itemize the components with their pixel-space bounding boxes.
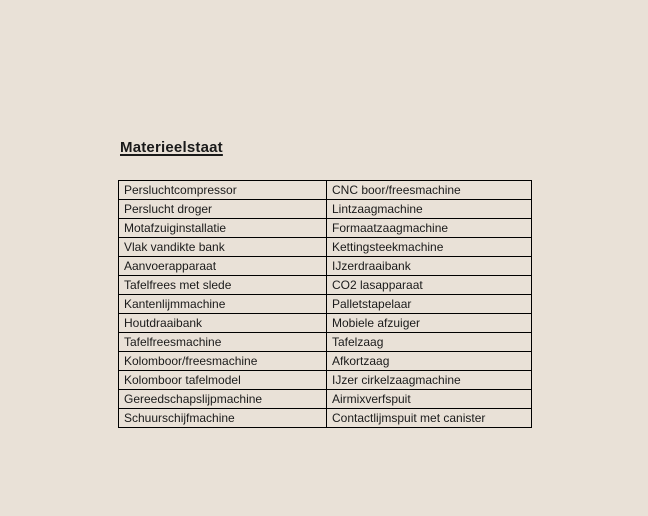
table-row [119,238,532,257]
equipment-table [118,180,532,428]
table-row [119,200,532,219]
table-row [119,257,532,276]
table-cell: Persluchtcompressor [119,181,327,200]
table-cell: Aanvoerapparaat [119,257,327,276]
table-row [119,219,532,238]
table-cell: IJzer cirkelzaagmachine [327,371,532,390]
table-row [119,314,532,333]
table-cell: Airmixverfspuit [327,390,532,409]
table-cell: Tafelfrees met slede [119,276,327,295]
table-cell: Houtdraaibank [119,314,327,333]
table-cell: Kolomboor tafelmodel [119,371,327,390]
table-row [119,181,532,200]
table-cell: Perslucht droger [119,200,327,219]
table-row [119,409,532,428]
page-title: Materieelstaat [120,139,223,156]
table-cell: IJzerdraaibank [327,257,532,276]
table-cell: Vlak vandikte bank [119,238,327,257]
table-cell: Contactlijmspuit met canister [327,409,532,428]
table-row [119,390,532,409]
table-cell: Kolomboor/freesmachine [119,352,327,371]
table-row [119,371,532,390]
table-cell: Tafelzaag [327,333,532,352]
table-row [119,352,532,371]
table-row [119,333,532,352]
table-row [119,295,532,314]
table-cell: Schuurschijfmachine [119,409,327,428]
table-cell: CO2 lasapparaat [327,276,532,295]
table-cell: Afkortzaag [327,352,532,371]
table-cell: Tafelfreesmachine [119,333,327,352]
table-cell: Gereedschapslijpmachine [119,390,327,409]
table-cell: Palletstapelaar [327,295,532,314]
table-cell: Lintzaagmachine [327,200,532,219]
table-cell: Mobiele afzuiger [327,314,532,333]
table-cell: CNC boor/freesmachine [327,181,532,200]
table-cell: Kettingsteekmachine [327,238,532,257]
table-cell: Kantenlijmmachine [119,295,327,314]
table-cell: Motafzuiginstallatie [119,219,327,238]
table-row [119,276,532,295]
table-cell: Formaatzaagmachine [327,219,532,238]
